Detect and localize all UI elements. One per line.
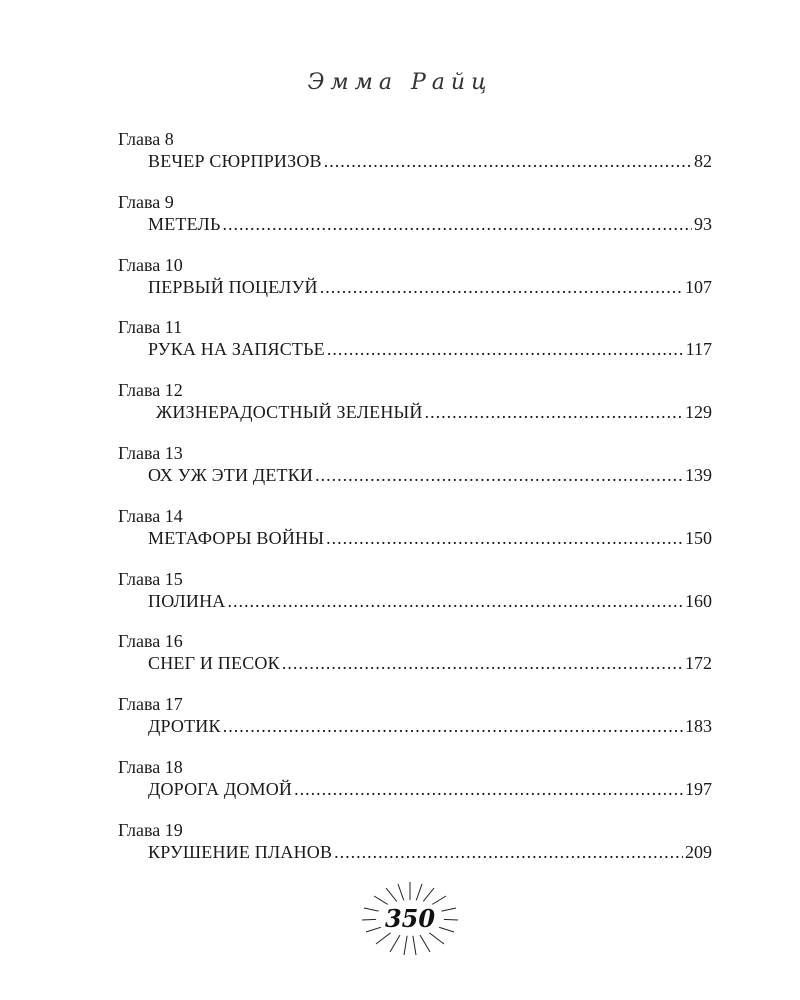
chapter-label: Глава 11 bbox=[118, 317, 183, 338]
chapter-label: Глава 12 bbox=[118, 380, 183, 401]
chapter-title: ДОРОГА ДОМОЙ bbox=[148, 778, 293, 799]
toc-entry bbox=[118, 693, 712, 756]
page-number: 209 bbox=[685, 841, 712, 862]
toc-entry bbox=[118, 442, 712, 505]
page-number: 139 bbox=[685, 464, 712, 485]
chapter-title-line[interactable] bbox=[118, 276, 712, 298]
dot-leader bbox=[228, 590, 683, 612]
running-head-author: Эмма Райц bbox=[307, 70, 493, 95]
chapter-title: МЕТЕЛЬ bbox=[148, 213, 221, 234]
toc-entry bbox=[118, 379, 712, 442]
page-number: 107 bbox=[685, 276, 712, 297]
chapter-label: Глава 13 bbox=[118, 442, 183, 463]
chapter-title: СНЕГ И ПЕСОК bbox=[148, 653, 280, 674]
chapter-title-line[interactable] bbox=[118, 338, 712, 360]
chapter-label: Глава 8 bbox=[118, 129, 174, 149]
dot-leader bbox=[327, 338, 684, 360]
chapter-title: КРУШЕНИЕ ПЛАНОВ bbox=[148, 841, 333, 862]
dot-leader bbox=[294, 778, 683, 800]
chapter-title-line[interactable] bbox=[118, 778, 712, 800]
page-number: 117 bbox=[685, 339, 712, 360]
toc-entry bbox=[118, 128, 712, 191]
page-number: 129 bbox=[685, 402, 712, 423]
toc-entry bbox=[118, 568, 712, 631]
page-folio bbox=[360, 880, 460, 956]
page-number: 93 bbox=[694, 213, 712, 234]
dot-leader bbox=[223, 213, 693, 235]
chapter-title-line[interactable] bbox=[118, 715, 712, 737]
dot-leader bbox=[320, 276, 683, 298]
chapter-label: Глава 18 bbox=[118, 756, 183, 777]
chapter-label: Глава 14 bbox=[118, 505, 183, 526]
table-of-contents bbox=[118, 128, 712, 882]
toc-entry bbox=[118, 819, 712, 882]
chapter-label: Глава 15 bbox=[118, 568, 183, 589]
chapter-title: ЖИЗНЕРАДОСТНЫЙ ЗЕЛЕНЫЙ bbox=[156, 402, 423, 423]
page-number: 150 bbox=[685, 527, 712, 548]
chapter-title: ПЕРВЫЙ ПОЦЕЛУЙ bbox=[148, 276, 318, 297]
chapter-title-line[interactable] bbox=[118, 527, 712, 549]
chapter-title-line[interactable] bbox=[118, 401, 712, 423]
chapter-title: ВЕЧЕР СЮРПРИЗОВ bbox=[148, 151, 322, 171]
chapter-title-line[interactable] bbox=[118, 464, 712, 486]
chapter-title-line[interactable] bbox=[118, 150, 712, 172]
page-number: 82 bbox=[694, 151, 712, 171]
chapter-label: Глава 19 bbox=[118, 819, 183, 840]
page-number-folio: 350 bbox=[384, 904, 436, 933]
dot-leader bbox=[282, 652, 683, 674]
toc-entry bbox=[118, 756, 712, 819]
dot-leader bbox=[425, 401, 683, 423]
page-number: 183 bbox=[685, 716, 712, 737]
toc-entry bbox=[118, 630, 712, 693]
dot-leader bbox=[324, 150, 692, 172]
chapter-title-line[interactable] bbox=[118, 841, 712, 863]
chapter-label: Глава 17 bbox=[118, 694, 183, 715]
page-number: 197 bbox=[685, 778, 712, 799]
page-number: 172 bbox=[685, 653, 712, 674]
chapter-title-line[interactable] bbox=[118, 213, 712, 235]
dot-leader bbox=[334, 841, 683, 863]
toc-entry bbox=[118, 191, 712, 254]
chapter-title: РУКА НА ЗАПЯСТЬЕ bbox=[148, 339, 325, 360]
chapter-label: Глава 10 bbox=[118, 254, 183, 275]
chapter-title: ДРОТИК bbox=[148, 716, 221, 737]
chapter-title-line[interactable] bbox=[118, 590, 712, 612]
chapter-title-line[interactable] bbox=[118, 652, 712, 674]
chapter-title: ПОЛИНА bbox=[148, 590, 226, 611]
toc-entry bbox=[118, 505, 712, 568]
chapter-title: ОХ УЖ ЭТИ ДЕТКИ bbox=[148, 464, 314, 485]
dot-leader bbox=[326, 527, 683, 549]
toc-entry bbox=[118, 316, 712, 379]
dot-leader bbox=[223, 715, 683, 737]
chapter-label: Глава 16 bbox=[118, 631, 183, 652]
chapter-label: Глава 9 bbox=[118, 191, 174, 212]
page-number: 160 bbox=[685, 590, 712, 611]
chapter-title: МЕТАФОРЫ ВОЙНЫ bbox=[148, 527, 325, 548]
dot-leader bbox=[315, 464, 683, 486]
toc-entry bbox=[118, 254, 712, 317]
